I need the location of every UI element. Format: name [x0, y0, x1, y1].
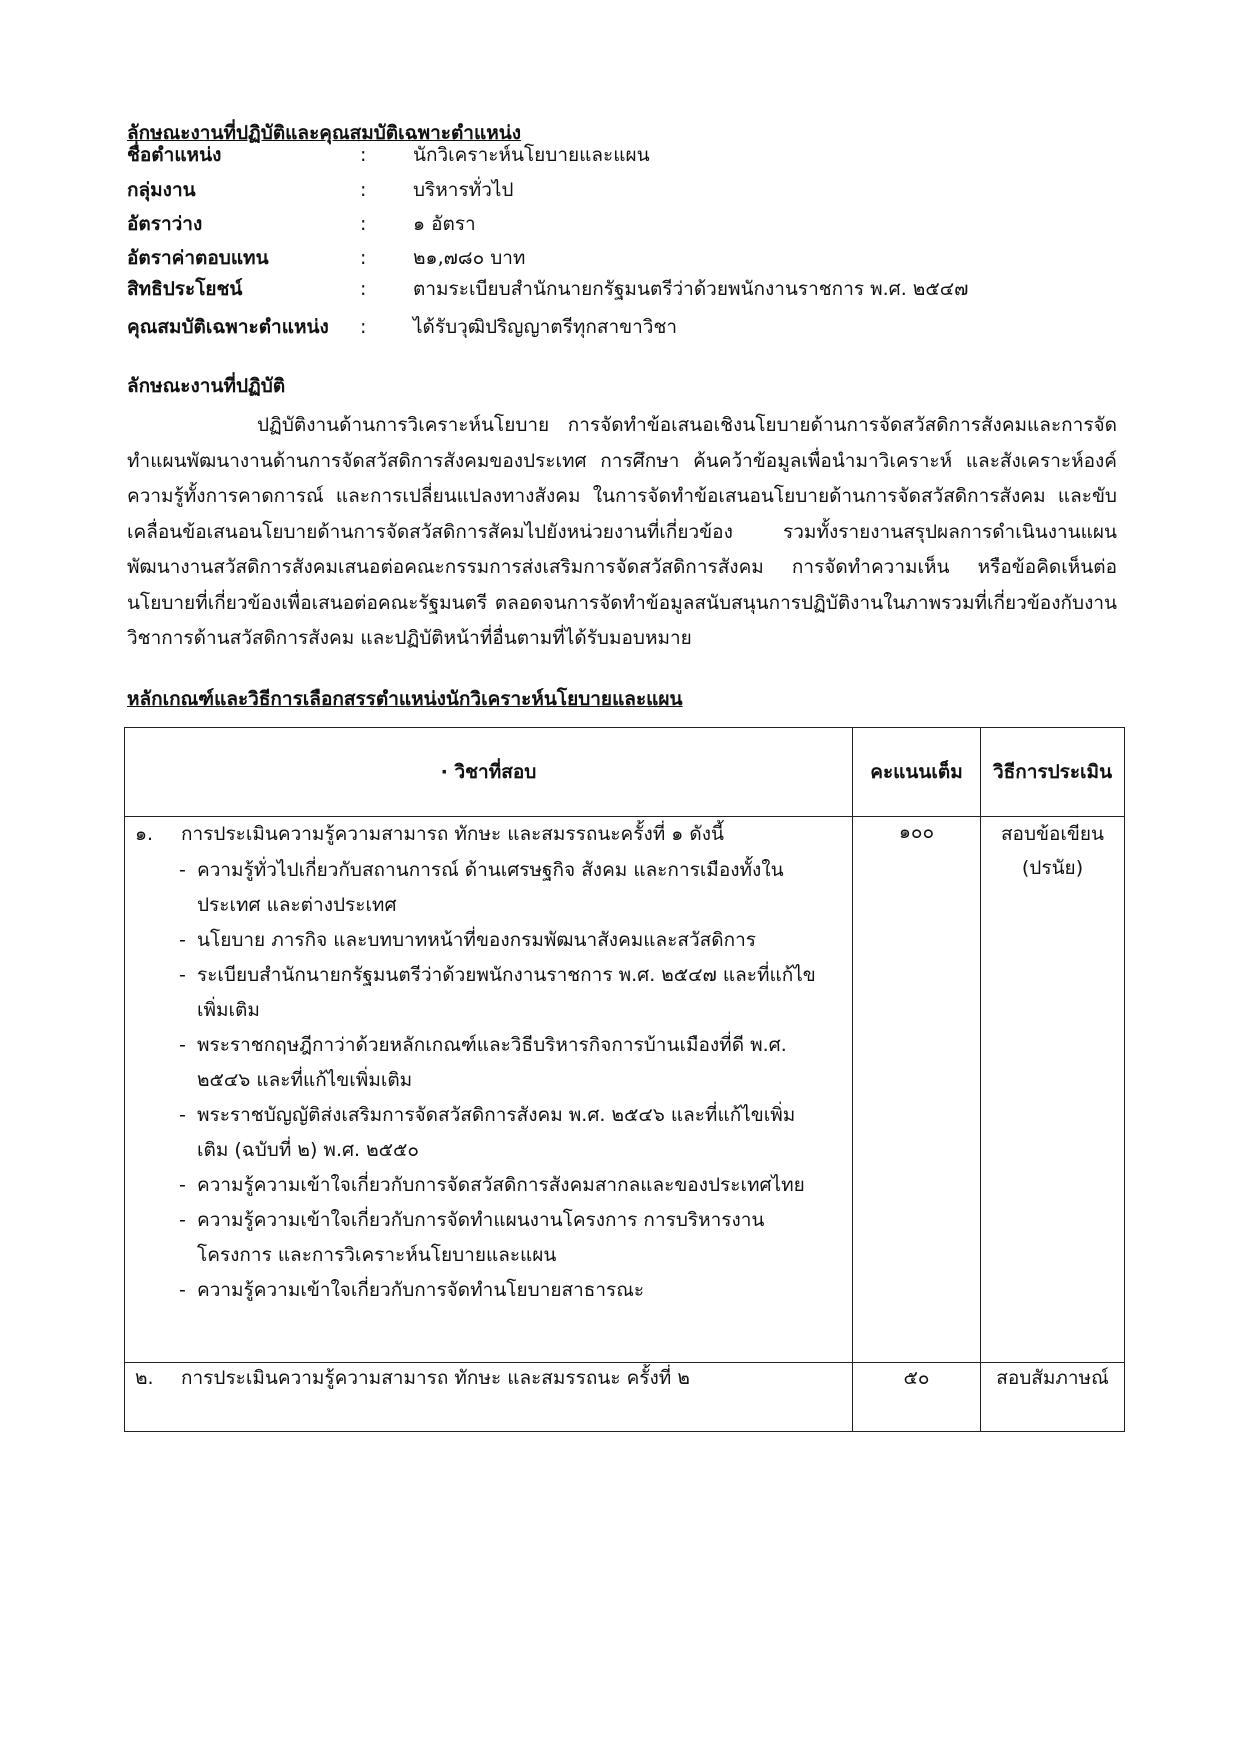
list-item: - ระเบียบสำนักนายกรัฐมนตรีว่าด้วยพนักงานราชการ พ.ศ. ๒๕๔๗ และที่แก้ไขเพิ่มเติม [179, 958, 852, 1028]
field-colon: : [360, 247, 367, 269]
subject-cell [125, 817, 853, 1363]
field-label: สิทธิประโยชน์ [127, 278, 243, 300]
list-item: - ความรู้ทั่วไปเกี่ยวกับสถานการณ์ ด้านเศรษฐกิจ สังคม และการเมืองทั้งในประเทศ และต่างประเทศ [179, 853, 852, 923]
field-label: ชื่อตำแหน่ง [127, 144, 222, 166]
method-cell [981, 817, 1125, 1363]
item-title [125, 817, 852, 851]
table-header-row [125, 728, 1125, 817]
field-value: ได้รับวุฒิปริญญาตรีทุกสาขาวิชา [413, 316, 678, 338]
list-item: - ความรู้ความเข้าใจเกี่ยวกับการจัดทำแผนงานโครงการ การบริหารงานโครงการ และการวิเคราะห์นโยบายและแผน [179, 1203, 852, 1273]
item-title-text: การประเมินความรู้ความสามารถ ทักษะ และสมรรถนะครั้งที่ ๑ ดังนี้ [181, 823, 724, 845]
score-value: ๑๐๐ [898, 821, 935, 843]
subitem-list [125, 853, 852, 1308]
field-colon: : [360, 179, 367, 201]
list-item: - นโยบาย ภารกิจ และบทบาทหน้าที่ของกรมพัฒนาสังคมและสวัสดิการ [179, 923, 852, 958]
method-line: (ปรนัย) [1021, 857, 1084, 879]
field-label: อัตราว่าง [127, 213, 203, 235]
subject-cell [125, 1363, 853, 1432]
field-value: นักวิเคราะห์นโยบายและแผน [413, 144, 650, 166]
score-cell [853, 1363, 981, 1432]
criteria-title: หลักเกณฑ์และวิธีการเลือกสรรตำแหน่งนักวิเคราะห์นโยบายและแผน [127, 688, 683, 710]
list-item: - พระราชกฤษฎีกาว่าด้วยหลักเกณฑ์และวิธีบริหารกิจการบ้านเมืองที่ดี พ.ศ. ๒๕๔๖ และที่แก้ไขเพิ่มเติม [179, 1028, 852, 1098]
duties-paragraph: ปฏิบัติงานด้านการวิเคราะห์นโยบาย การจัดทำข้อเสนอเชิงนโยบายด้านการจัดสวัสดิการสังคมและการจัดทำแผนพัฒนางานด้านการจัดสวัสดิการสังคมของประเทศ การศึกษา ค้นคว้าข้อมูลเพื่อนำมาวิเคราะห์ และสังเคราะห์องค์ความรู้ทั้งการคาดการณ์ และการเปลี่ยนแปลงทางสังคม ในการจัดทำข้อเสนอนโยบายด้านการจัดสวัสดิการสังคม และขับเคลื่อนข้อเสนอนโยบายด้านการจัดสวัสดิการสัคมไปยังหน่วยงานที่เกี่ยวข้อง รวมทั้งรายงานสรุปผลการดำเนินงานแผนพัฒนางานสวัสดิการสังคมเสนอต่อคณะกรรมการส่งเสริมการจัดสวัสดิการสังคม การจัดทำความเห็น หรือข้อคิดเห็นต่อนโยบายที่เกี่ยวข้องเพื่อเสนอต่อคณะรัฐมนตรี ตลอดจนการจัดทำข้อมูลสนับสนุนการปฏิบัติงานในภาพรวมที่เกี่ยวข้องกับงานวิชาการด้านสวัสดิการสังคม และปฏิบัติหน้าที่อื่นตามที่ได้รับมอบหมาย [127, 414, 1117, 649]
item-number: ๑. [135, 823, 154, 845]
list-item: - ความรู้ความเข้าใจเกี่ยวกับการจัดทำนโยบายสาธารณะ [179, 1273, 852, 1308]
table-row [125, 1363, 1125, 1432]
field-colon: : [360, 213, 367, 235]
item-number: ๒. [135, 1367, 154, 1389]
header-method: วิธีการประเมิน [981, 728, 1125, 817]
field-colon: : [360, 278, 367, 300]
method-line: สอบสัมภาษณ์ [996, 1367, 1109, 1389]
header-score: คะแนนเต็ม [853, 728, 981, 817]
score-cell [853, 817, 981, 1363]
method-cell [981, 1363, 1125, 1432]
field-label: อัตราค่าตอบแทน [127, 247, 269, 269]
list-item: - พระราชบัญญัติส่งเสริมการจัดสวัสดิการสังคม พ.ศ. ๒๕๔๖ และที่แก้ไขเพิ่มเติม (ฉบับที่ ๒) พ.ศ. ๒๕๕๐ [179, 1098, 852, 1168]
field-value: บริหารทั่วไป [413, 179, 514, 201]
field-label: คุณสมบัติเฉพาะตำแหน่ง [127, 316, 329, 338]
method-line: สอบข้อเขียน [1000, 823, 1105, 845]
table-row [125, 817, 1125, 1363]
field-label: กลุ่มงาน [127, 179, 196, 201]
list-item: - ความรู้ความเข้าใจเกี่ยวกับการจัดสวัสดิการสังคมสากลและของประเทศไทย [179, 1168, 852, 1203]
score-value: ๕๐ [903, 1367, 930, 1389]
field-colon: : [360, 144, 367, 166]
field-colon: : [360, 316, 367, 338]
duties-label: ลักษณะงานที่ปฏิบัติ [127, 375, 286, 397]
criteria-table [124, 727, 1125, 1432]
field-value: ๒๑,๗๘๐ บาท [413, 247, 526, 269]
header-subject: · วิชาที่สอบ [125, 728, 853, 817]
field-value: ตามระเบียบสำนักนายกรัฐมนตรีว่าด้วยพนักงานราชการ พ.ศ. ๒๕๔๗ [413, 278, 969, 300]
item-title-text: การประเมินความรู้ความสามารถ ทักษะ และสมรรถนะ ครั้งที่ ๒ [181, 1367, 690, 1389]
field-value: ๑ อัตรา [413, 213, 476, 235]
section-title: ลักษณะงานที่ปฏิบัติและคุณสมบัติเฉพาะตำแหน่ง [127, 122, 522, 144]
